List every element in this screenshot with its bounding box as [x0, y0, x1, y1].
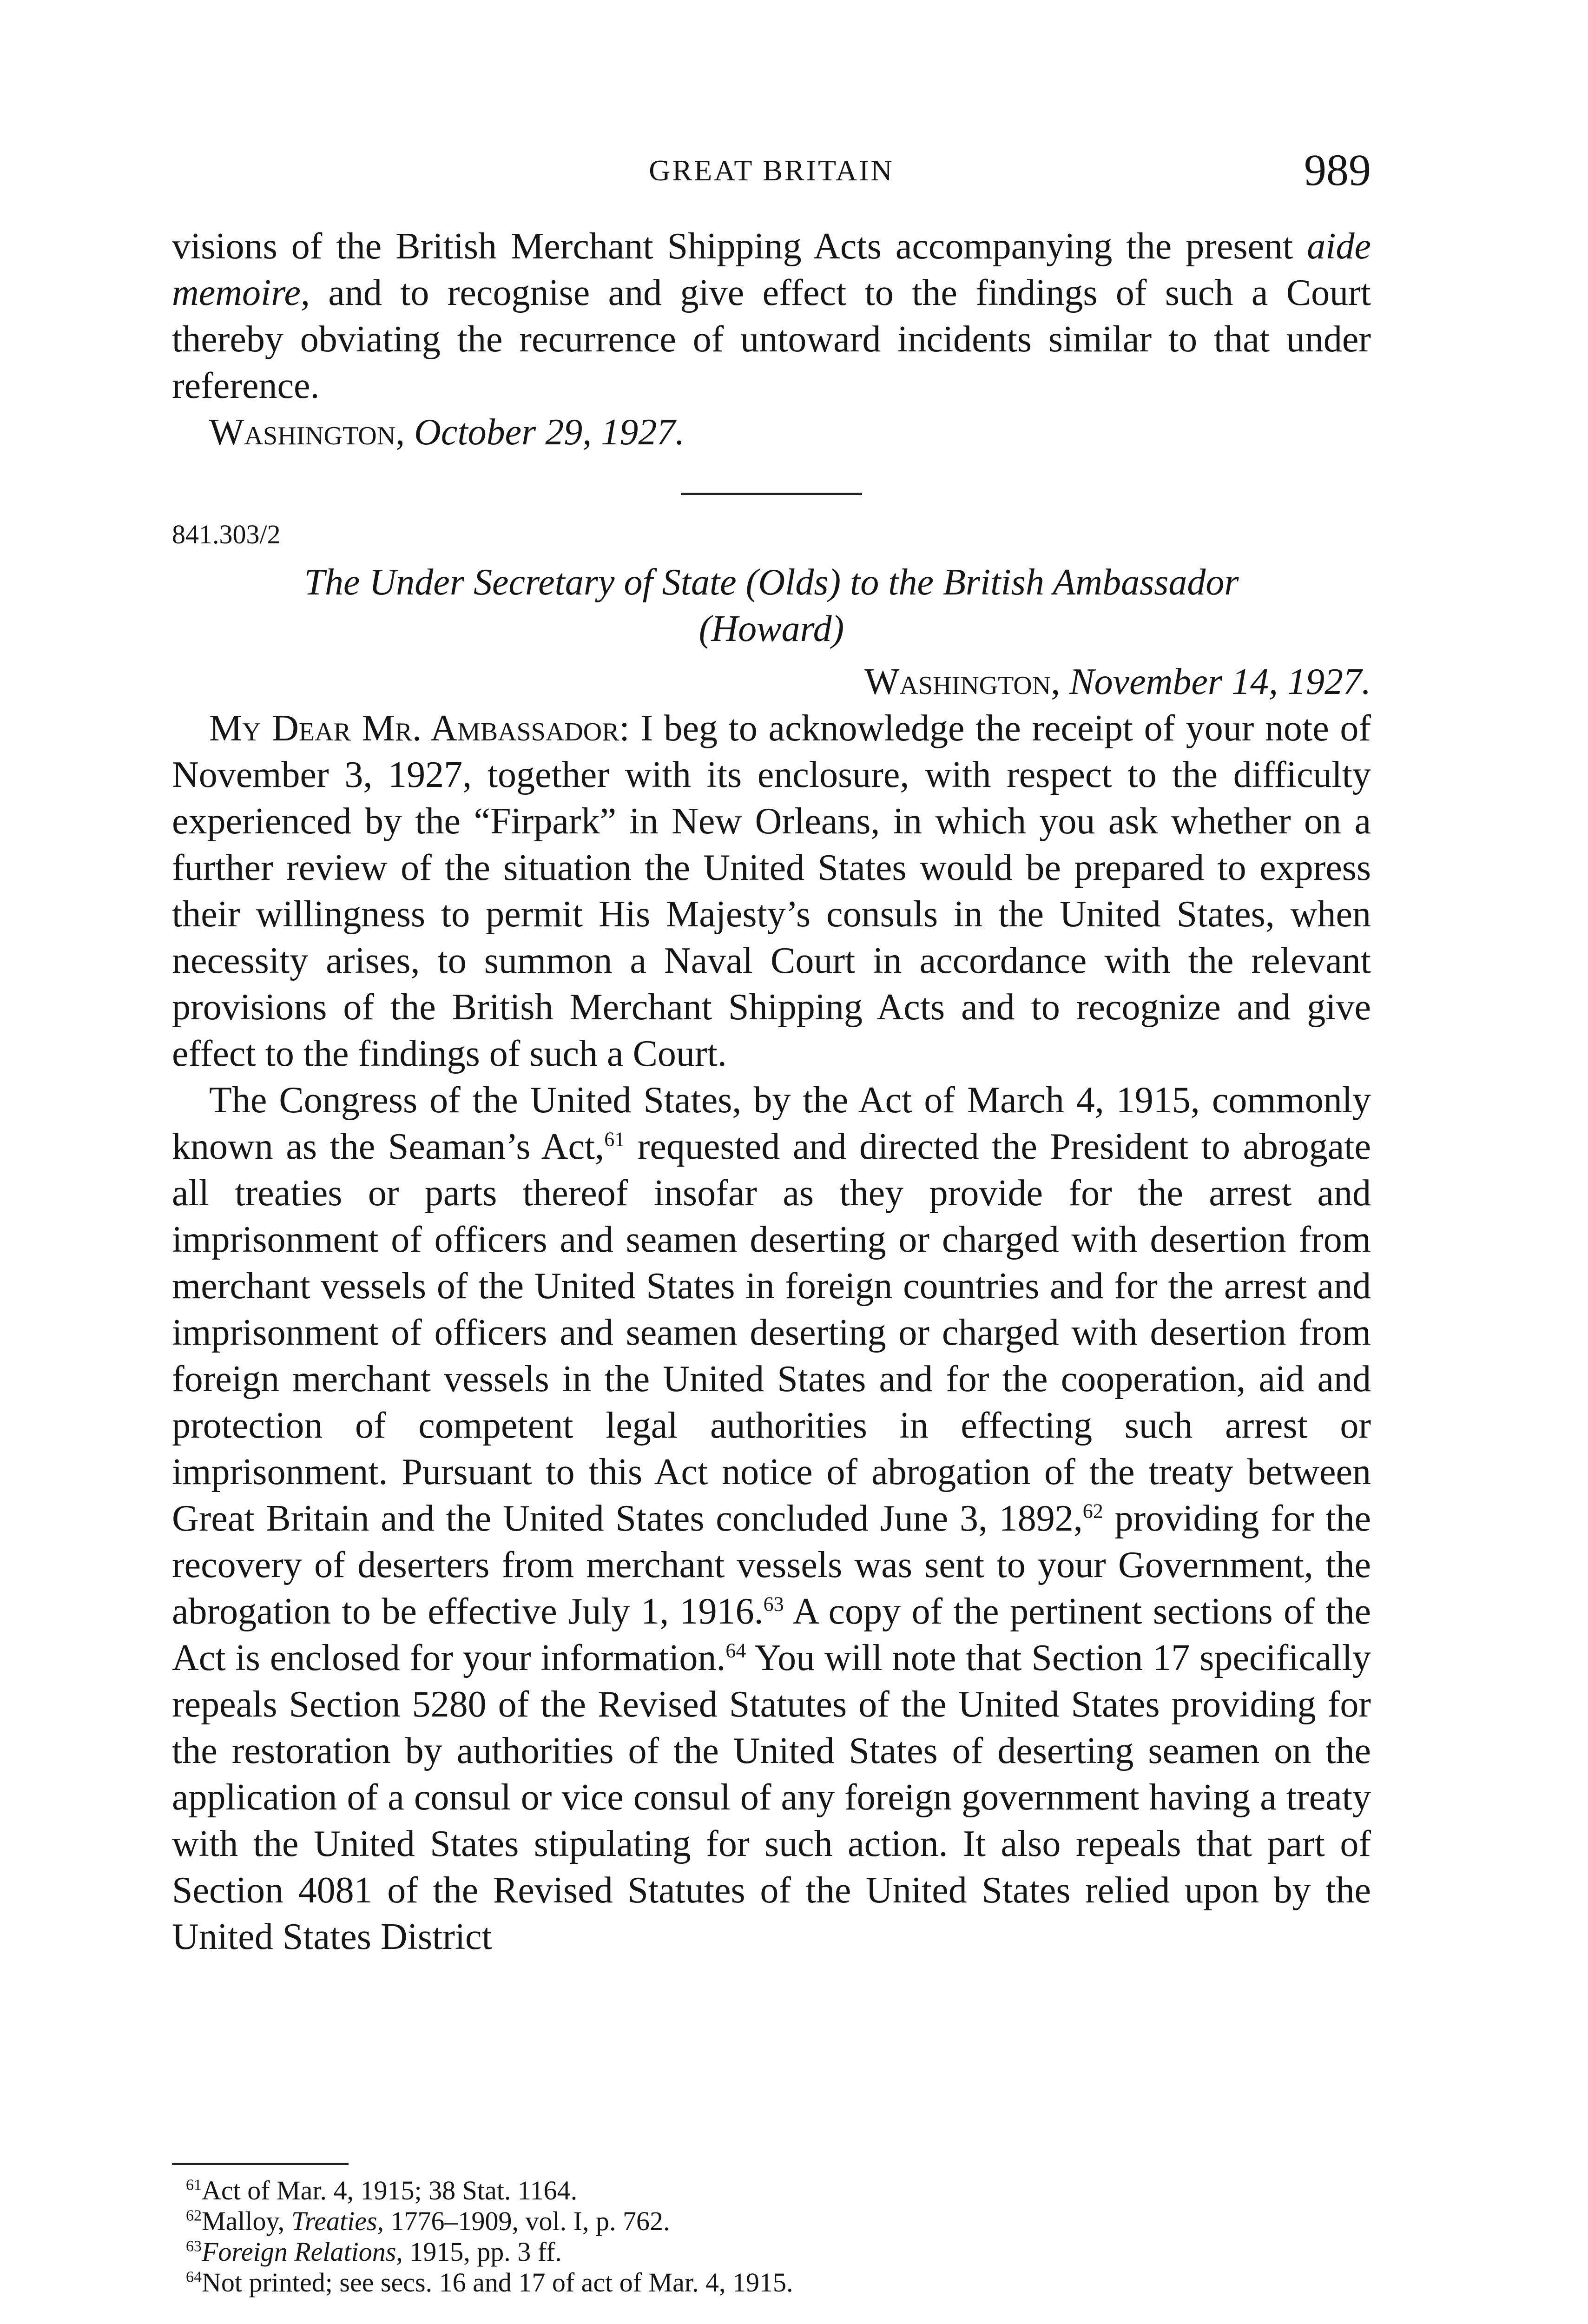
paragraph-2-text-d: A copy of the pertinent sections of the Act is enclosed for your information.	[172, 1591, 1371, 1678]
continuation-paragraph	[172, 223, 1371, 409]
continuation-text: visions of the British Merchant Shipping Acts accompanying the present	[172, 226, 1307, 267]
footnote-62	[186, 2206, 1348, 2237]
document-heading-line1: The Under Secretary of State (Olds) to the British Ambassador	[304, 562, 1239, 603]
document-heading	[172, 559, 1371, 652]
footnote-marker: 61	[186, 2176, 202, 2194]
footnote-ref-63[interactable]: 63	[763, 1592, 784, 1616]
dateline-date: October 29, 1927.	[414, 412, 685, 453]
continuation-italic: aide memoire	[172, 226, 1371, 313]
salutation: My Dear Mr. Ambassador	[209, 708, 619, 749]
dateline-place: Washington	[209, 412, 396, 453]
dateline-place: Washington	[864, 661, 1051, 702]
footnote-text: Malloy,	[202, 2206, 291, 2236]
letter-paragraph-2	[172, 1077, 1371, 1960]
footnote-italic: Foreign Relations	[202, 2237, 396, 2267]
dateline-october	[172, 409, 1371, 456]
section-divider	[681, 493, 862, 495]
footnote-text-after: , 1776–1909, vol. I, p. 762.	[377, 2206, 670, 2236]
paragraph-1-text: I beg to acknowledge the receipt of your note of November 3, 1927, together with its enclosure, with respect to the difficulty experienced by the “Firpark” in New Orleans, in which you ask whether on a further review of the situation the United States would be prepared to express their willingness to permit His Majesty’s consuls in the United States, when necessity arises, to summon a Naval Court in accordance with the relevant provisions of the British Merchant Shipping Acts and to recognize and give effect to the findings of such a Court.	[172, 708, 1371, 1074]
paragraph-2-text-a: The Congress of the United States, by the Act of March 4, 1915, commonly known as the Seaman’s Act,	[172, 1080, 1371, 1167]
paragraph-2-text-c: providing for the recovery of deserters from merchant vessels was sent to your Government, the abrogation to be effective July 1, 1916.	[172, 1498, 1371, 1632]
footnote-text: Act of Mar. 4, 1915; 38 Stat. 1164.	[202, 2175, 578, 2205]
footnote-marker: 62	[186, 2207, 202, 2225]
salutation-colon: :	[619, 708, 641, 749]
footnote-ref-61[interactable]: 61	[604, 1128, 625, 1151]
document-heading-line2: (Howard)	[698, 608, 844, 649]
letter-paragraph-1	[172, 705, 1371, 1077]
footnote-61	[186, 2175, 1348, 2206]
footnote-ref-62[interactable]: 62	[1082, 1499, 1103, 1523]
dateline-november	[172, 659, 1371, 705]
continuation-text-after: , and to recognise and give effect to the findings of such a Court thereby obviating the recurrence of untoward incidents similar to that under reference.	[172, 272, 1371, 406]
footnote-text: Not printed; see secs. 16 and 17 of act of Mar. 4, 1915.	[202, 2267, 793, 2298]
footnotes	[186, 2175, 1348, 2298]
dateline-date: November 14, 1927.	[1069, 661, 1371, 702]
footnote-ref-64[interactable]: 64	[725, 1639, 746, 1662]
dateline-separator: ,	[1051, 661, 1070, 702]
footnote-63	[186, 2237, 1348, 2267]
dateline-separator: ,	[395, 412, 415, 453]
paragraph-2-text-e: You will note that Section 17 specifically repeals Section 5280 of the Revised Statutes of the United States providing for the restoration by authorities of the United States of deserting seamen on the application of a consul or vice consul of any foreign government having a treaty with the United States stipulating for such action. It also repeals that part of Section 4081 of the Revised Statutes of the United States relied upon by the United States District	[172, 1637, 1371, 1957]
footnote-italic: Treaties	[291, 2206, 377, 2236]
paragraph-2-text-b: requested and directed the President to abrogate all treaties or parts thereof insofar as they provide for the arrest and imprisonment of officers and seamen deserting or charged with desertion from merchant vessels of the United States in foreign countries and for the arrest and imprisonment of officers and seamen deserting or charged with desertion from foreign merchant vessels in the United States and for the cooperation, aid and protection of competent legal authorities in effecting such arrest or imprisonment. Pursuant to this Act notice of abrogation of the treaty between Great Britain and the United States concluded June 3, 1892,	[172, 1126, 1371, 1539]
running-title: GREAT BRITAIN	[649, 154, 894, 187]
footnote-64	[186, 2267, 1348, 2298]
footnote-marker: 64	[186, 2268, 202, 2286]
footnote-text-after: , 1915, pp. 3 ff.	[396, 2237, 562, 2267]
text-block	[172, 223, 1371, 1960]
page-number: 989	[1304, 145, 1371, 195]
running-head	[172, 145, 1371, 204]
footnote-divider	[172, 2163, 349, 2165]
footnote-marker: 63	[186, 2238, 202, 2255]
file-number: 841.303/2	[172, 519, 281, 549]
